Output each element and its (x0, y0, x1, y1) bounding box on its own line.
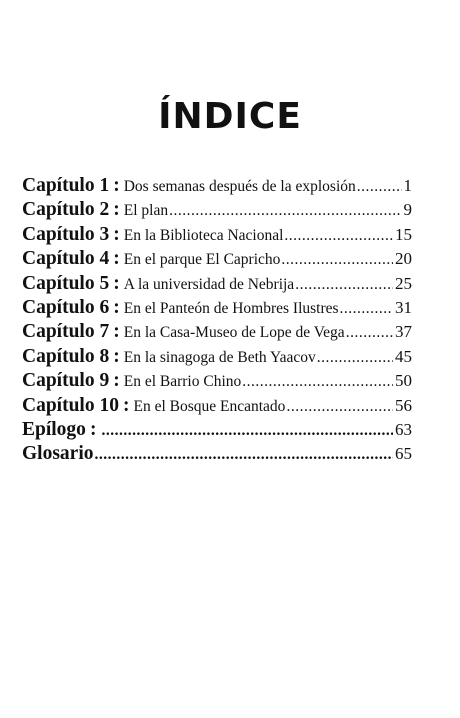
section-label: Epílogo (22, 418, 86, 440)
toc-entry-chapter-2 (22, 199, 412, 223)
toc-entry-chapter-8 (22, 346, 412, 370)
toc-entry-chapter-10 (22, 395, 412, 419)
dot-leader (242, 373, 393, 391)
chapter-title: En la Casa-Museo de Lope de Vega (123, 324, 345, 342)
chapter-separator: : (113, 321, 120, 343)
page-number: 1 (403, 176, 412, 195)
section-label: Glosario (22, 443, 94, 465)
chapter-title: En la Biblioteca Nacional (123, 226, 284, 244)
chapter-label: Capítulo 4 (22, 248, 110, 270)
chapter-label: Capítulo 7 (22, 321, 110, 343)
chapter-label: Capítulo 5 (22, 272, 110, 294)
dot-leader (281, 251, 393, 269)
chapter-label: Capítulo 3 (22, 223, 110, 245)
dot-leader (340, 300, 393, 318)
dot-leader (169, 202, 401, 220)
chapter-separator: : (113, 175, 120, 196)
chapter-title: En el parque El Capricho (123, 251, 281, 269)
chapter-title: Dos semanas después de la explosión (123, 178, 356, 195)
dot-leader (346, 324, 393, 342)
table-of-contents (22, 175, 412, 468)
page-number: 56 (395, 395, 412, 415)
chapter-label: Capítulo 1 (22, 175, 110, 196)
chapter-title: El plan (123, 202, 169, 220)
dot-leader (357, 178, 402, 196)
chapter-separator: : (113, 248, 120, 270)
chapter-title: En el Barrio Chino (123, 373, 242, 391)
chapter-label: Capítulo 6 (22, 296, 110, 318)
page-number: 63 (395, 419, 412, 439)
toc-entry-chapter-1 (22, 175, 412, 199)
page-title: ÍNDICE (158, 96, 302, 137)
page-number: 20 (395, 249, 412, 269)
toc-entry-chapter-6 (22, 297, 412, 321)
dot-leader (317, 349, 393, 367)
page-number: 31 (395, 297, 412, 317)
toc-entry-epilogue (22, 419, 412, 443)
chapter-label: Capítulo 8 (22, 345, 110, 367)
dot-leader (101, 422, 393, 440)
page-number: 15 (395, 224, 412, 244)
chapter-separator: : (113, 345, 120, 367)
chapter-title: A la universidad de Nebrija (123, 275, 295, 293)
chapter-separator: : (113, 199, 120, 221)
dot-leader (95, 446, 394, 464)
chapter-separator: : (122, 394, 130, 416)
dot-leader (286, 398, 393, 416)
toc-entry-chapter-9 (22, 370, 412, 394)
page-number: 45 (395, 346, 412, 366)
page-number: 37 (395, 322, 412, 342)
toc-entry-chapter-4 (22, 248, 412, 272)
page-number: 65 (395, 444, 412, 464)
chapter-title: En el Panteón de Hombres Ilustres (123, 299, 339, 317)
chapter-title: En la sinagoga de Beth Yaacov (123, 348, 316, 366)
page-number: 9 (403, 200, 412, 220)
page-number: 50 (395, 371, 412, 391)
chapter-separator: : (113, 370, 120, 392)
section-separator: : (89, 418, 97, 440)
toc-entry-glossary (22, 443, 412, 467)
dot-leader (295, 276, 393, 294)
toc-entry-chapter-3 (22, 224, 412, 248)
chapter-separator: : (113, 296, 120, 318)
chapter-title: En el Bosque Encantado (133, 397, 286, 415)
chapter-label: Capítulo 9 (22, 370, 110, 392)
chapter-separator: : (113, 272, 120, 294)
chapter-label: Capítulo 10 (22, 394, 119, 416)
toc-entry-chapter-5 (22, 273, 412, 297)
dot-leader (284, 227, 393, 245)
page-number: 25 (395, 273, 412, 293)
chapter-label: Capítulo 2 (22, 199, 110, 221)
chapter-separator: : (113, 223, 120, 245)
toc-entry-chapter-7 (22, 321, 412, 345)
